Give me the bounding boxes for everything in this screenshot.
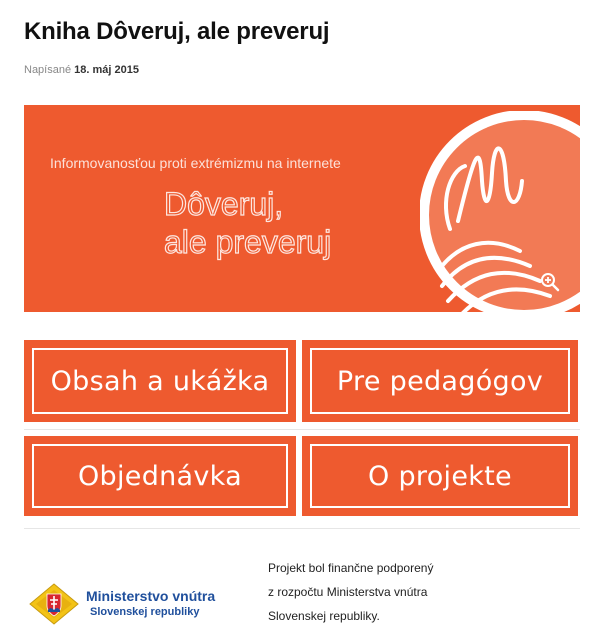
for-teachers-button[interactable] [302,340,578,422]
order-button[interactable] [24,436,296,516]
banner-heading-line2: ale preveruj [164,224,332,260]
button-frame [310,444,570,508]
banner-subtitle: Informovanosťou proti extrémizmu na internete [50,155,341,171]
contents-sample-button[interactable] [24,340,296,422]
funding-note [268,556,433,628]
divider [24,429,580,430]
funding-line-1: Projekt bol finančne podporený [268,561,434,575]
page-title: Kniha Dôveruj, ale preveruj [24,18,330,45]
ministry-subtitle: Slovenskej republiky [90,606,200,618]
banner-heading [164,185,331,261]
button-frame [32,348,288,414]
ministry-name: Ministerstvo vnútra [86,588,216,604]
funding-line-2: z rozpočtu Ministerstva vnútra [268,585,428,599]
ministry-text [86,588,215,620]
meta-prefix: Napísané [24,64,72,76]
zoom-in-icon[interactable] [540,272,560,292]
book-banner[interactable] [24,105,580,312]
ministry-logo[interactable] [28,582,215,626]
about-project-button[interactable] [302,436,578,516]
post-date: 18. máj 2015 [74,64,139,76]
divider [24,528,580,529]
ministry-crest-icon [28,582,80,626]
button-frame [32,444,288,508]
button-label: Obsah a ukážka [50,365,270,397]
button-label: O projekte [368,460,512,492]
button-label: Pre pedagógov [336,365,544,397]
funding-line-3: Slovenskej republiky. [268,609,380,623]
post-meta [24,64,139,76]
banner-heading-line1: Dôveruj, [164,186,284,222]
button-frame [310,348,570,414]
button-label: Objednávka [78,460,242,492]
